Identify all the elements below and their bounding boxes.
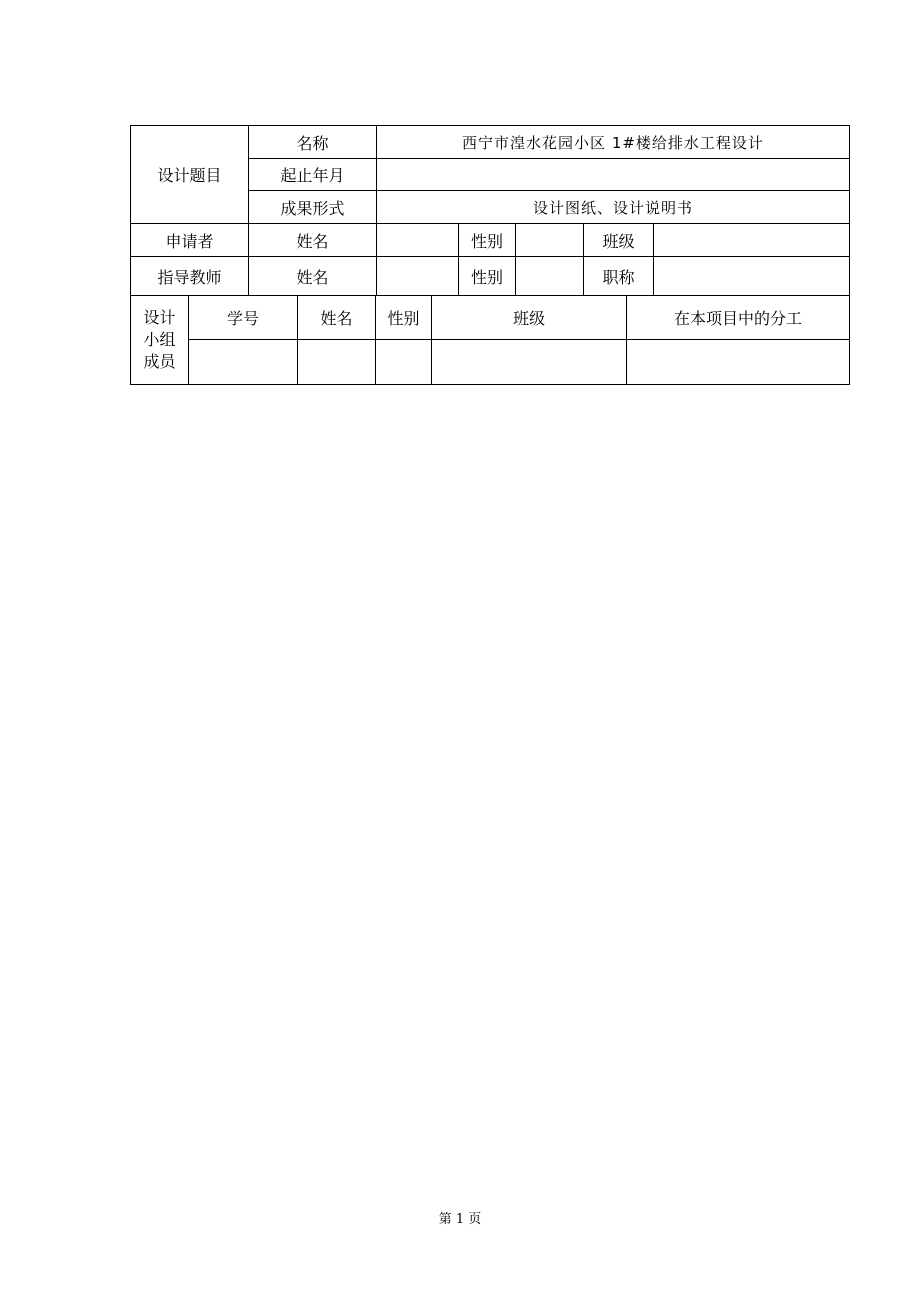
name-label: 名称 bbox=[249, 126, 377, 159]
applicant-gender-value bbox=[516, 224, 584, 257]
project-row-label: 设计题目 bbox=[131, 126, 249, 224]
header-role: 在本项目中的分工 bbox=[627, 296, 850, 340]
applicant-row-label: 申请者 bbox=[131, 224, 249, 257]
header-gender: 性别 bbox=[376, 296, 432, 340]
advisor-gender-value bbox=[516, 257, 584, 296]
team-header-row bbox=[131, 296, 850, 340]
row-project-name bbox=[131, 126, 850, 159]
advisor-title-value bbox=[654, 257, 850, 296]
member-class bbox=[432, 340, 627, 385]
team-row-label bbox=[131, 296, 189, 385]
advisor-gender-label: 性别 bbox=[459, 257, 516, 296]
advisor-title-label: 职称 bbox=[584, 257, 654, 296]
project-info-table bbox=[130, 125, 850, 296]
row-advisor bbox=[131, 257, 850, 296]
advisor-name-label: 姓名 bbox=[249, 257, 377, 296]
member-role bbox=[627, 340, 850, 385]
project-name-value: 西宁市湟水花园小区 1#楼给排水工程设计 bbox=[377, 126, 850, 159]
form-label: 成果形式 bbox=[249, 191, 377, 224]
form-value: 设计图纸、设计说明书 bbox=[377, 191, 850, 224]
team-row-label-line: 设计 bbox=[143, 308, 176, 327]
applicant-name-label: 姓名 bbox=[249, 224, 377, 257]
header-student-id: 学号 bbox=[189, 296, 298, 340]
member-gender bbox=[376, 340, 432, 385]
header-name: 姓名 bbox=[298, 296, 376, 340]
header-class: 班级 bbox=[432, 296, 627, 340]
team-member-row bbox=[131, 340, 850, 385]
applicant-gender-label: 性别 bbox=[459, 224, 516, 257]
member-student-id bbox=[189, 340, 298, 385]
team-members-table bbox=[130, 295, 850, 385]
applicant-class-value bbox=[654, 224, 850, 257]
team-row-label-line: 小组 bbox=[143, 330, 176, 349]
period-label: 起止年月 bbox=[249, 159, 377, 191]
member-name bbox=[298, 340, 376, 385]
page-number: 第 1 页 bbox=[438, 1212, 482, 1227]
row-applicant bbox=[131, 224, 850, 257]
period-value bbox=[377, 159, 850, 191]
applicant-name-value bbox=[377, 224, 459, 257]
applicant-class-label: 班级 bbox=[584, 224, 654, 257]
advisor-row-label: 指导教师 bbox=[131, 257, 249, 296]
team-row-label-line: 成员 bbox=[143, 352, 176, 371]
advisor-name-value bbox=[377, 257, 459, 296]
